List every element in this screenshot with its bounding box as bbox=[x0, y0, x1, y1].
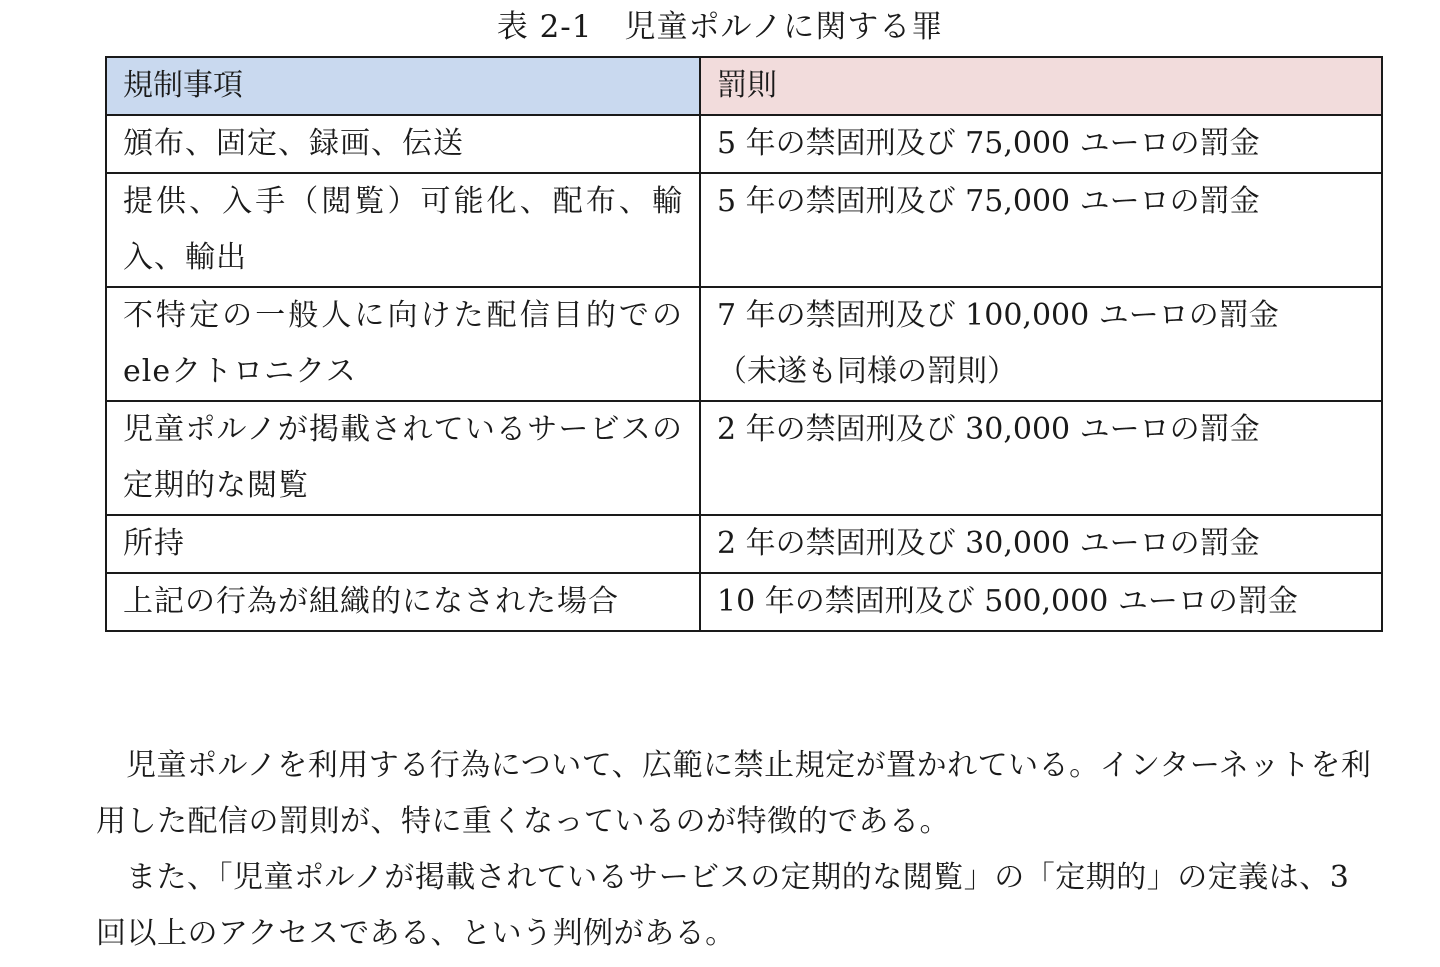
regulated-matter-cell: 頒布、固定、録画、伝送 bbox=[106, 115, 700, 173]
penalty-text: 10 年の禁固刑及び 500,000 ユーロの罰金 bbox=[717, 584, 1298, 619]
penalty-text: 2 年の禁固刑及び 30,000 ユーロの罰金 bbox=[717, 412, 1260, 447]
header-penalty: 罰則 bbox=[700, 57, 1382, 115]
penalty-text: 7 年の禁固刑及び 100,000 ユーロの罰金 bbox=[717, 298, 1279, 333]
regulated-matter-cell: 所持 bbox=[106, 515, 700, 573]
penalty-text: 2 年の禁固刑及び 30,000 ユーロの罰金 bbox=[717, 526, 1260, 561]
penalty-table bbox=[105, 56, 1383, 632]
regulated-matter-cell: 児童ポルノが掲載されているサービスの定期的な閲覧 bbox=[106, 401, 700, 515]
regulated-matter-cell: 上記の行為が組織的になされた場合 bbox=[106, 573, 700, 631]
penalty-cell bbox=[700, 115, 1382, 173]
penalty-text: 5 年の禁固刑及び 75,000 ユーロの罰金 bbox=[717, 126, 1260, 161]
body-paragraph: 児童ポルノを利用する行為について、広範に禁止規定が置かれている。インターネットを利用した配信の罰則が、特に重くなっているのが特徴的である。 bbox=[96, 748, 1372, 839]
table-row bbox=[106, 401, 1382, 515]
penalty-note: （未遂も同様の罰則） bbox=[717, 354, 1017, 389]
table-caption: 表 2-1 児童ポルノに関する罪 bbox=[496, 9, 944, 45]
table-row bbox=[106, 115, 1382, 173]
table-header-row bbox=[106, 57, 1382, 115]
penalty-cell bbox=[700, 573, 1382, 631]
table-row bbox=[106, 173, 1382, 287]
penalty-text: 5 年の禁固刑及び 75,000 ユーロの罰金 bbox=[717, 184, 1260, 219]
penalty-cell bbox=[700, 401, 1382, 515]
penalty-cell bbox=[700, 515, 1382, 573]
header-regulated-matter: 規制事項 bbox=[106, 57, 700, 115]
penalty-cell bbox=[700, 287, 1382, 401]
regulated-matter-cell: 提供、入手（閲覧）可能化、配布、輸入、輸出 bbox=[106, 173, 700, 287]
table-row bbox=[106, 515, 1382, 573]
table-row bbox=[106, 573, 1382, 631]
table-row bbox=[106, 287, 1382, 401]
regulated-matter-cell: 不特定の一般人に向けた配信目的でのeleクトロニクス bbox=[106, 287, 700, 401]
penalty-cell bbox=[700, 173, 1382, 287]
body-paragraph: また、「児童ポルノが掲載されているサービスの定期的な閲覧」の「定期的」の定義は、3 回以上のアクセスである、という判例がある。 bbox=[96, 860, 1350, 951]
